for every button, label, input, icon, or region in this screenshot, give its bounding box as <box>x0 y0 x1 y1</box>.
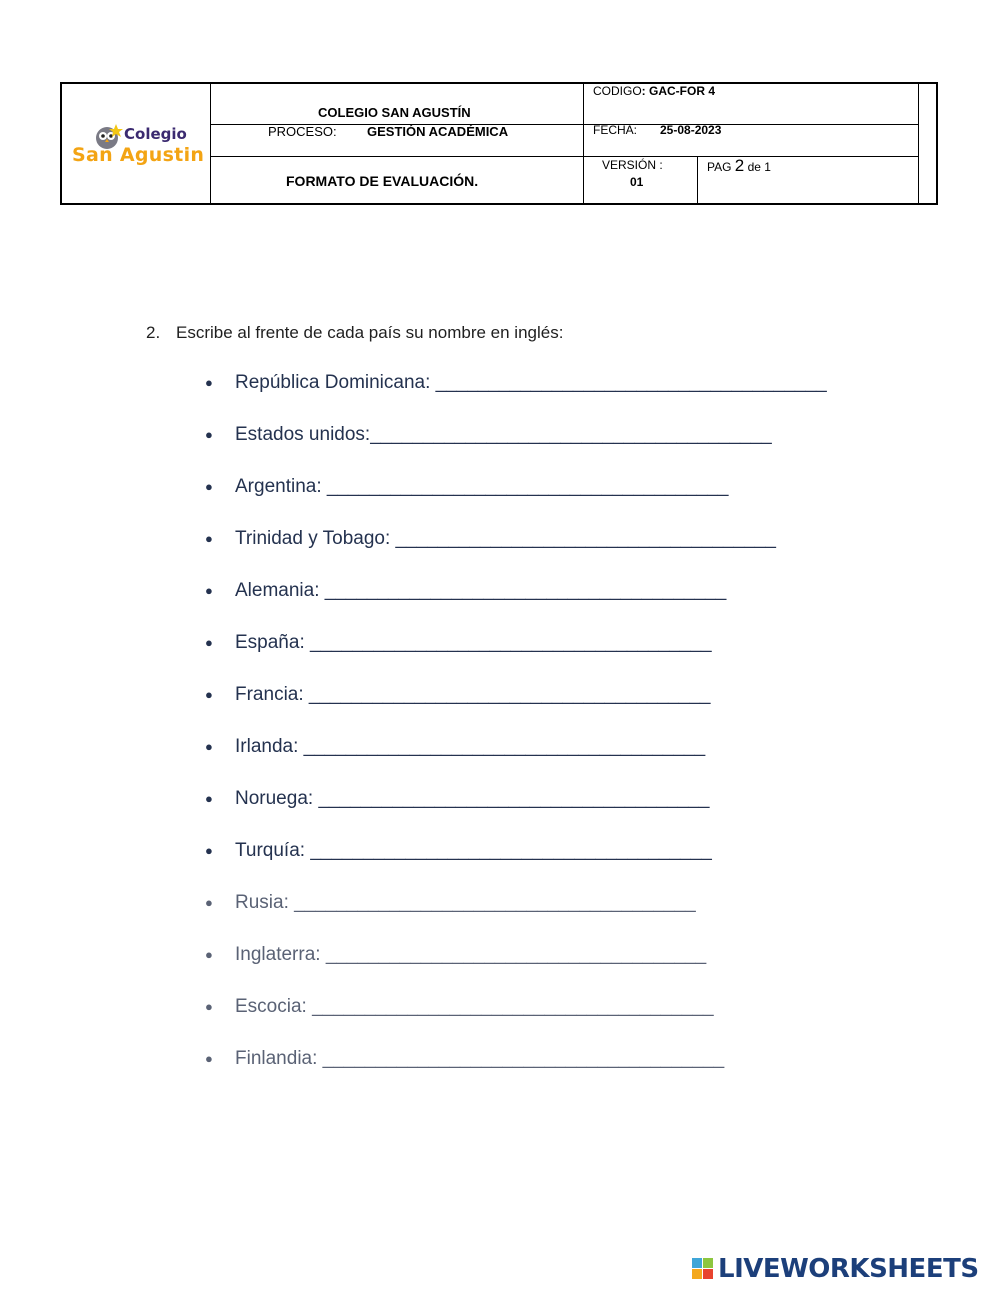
country-label: República Dominicana: _____________________________________ <box>235 372 827 393</box>
logo-text-top: Colegio <box>124 125 187 143</box>
bullet-icon: ● <box>205 583 213 598</box>
code-field <box>593 84 715 98</box>
country-label: Alemania: ______________________________________ <box>235 580 727 601</box>
version-value: 01 <box>630 175 644 189</box>
code-label: CODIGO <box>593 84 642 98</box>
bullet-icon: ● <box>205 895 213 910</box>
brand-text: LIVEWORKSHEETS <box>718 1254 979 1284</box>
divider <box>210 156 918 157</box>
country-label: Rusia: ______________________________________ <box>235 892 696 913</box>
page-prefix: PAG <box>707 160 732 174</box>
country-label: Irlanda: ______________________________________ <box>235 736 706 757</box>
bullet-icon: ● <box>205 1051 213 1066</box>
page-field <box>707 156 771 176</box>
version-label: VERSIÓN : <box>602 158 663 172</box>
question-prompt <box>146 323 563 343</box>
bullet-icon: ● <box>205 739 213 754</box>
country-label: Escocia: ______________________________________ <box>235 996 714 1017</box>
format-title: FORMATO DE EVALUACIÓN. <box>286 173 479 189</box>
date-label: FECHA: <box>593 123 638 137</box>
page-suffix: de 1 <box>747 160 771 174</box>
process-value: GESTIÓN ACADÉMICA <box>367 124 509 139</box>
bullet-icon: ● <box>205 947 213 962</box>
date-value: 25-08-2023 <box>660 123 722 137</box>
country-label: España: ______________________________________ <box>235 632 712 653</box>
country-label: Noruega: _____________________________________ <box>235 788 710 809</box>
logo-text-bottom: San Agustin <box>72 144 205 166</box>
bullet-icon: ● <box>205 375 213 390</box>
process-label: PROCESO: <box>268 124 337 139</box>
country-label: Turquía: ______________________________________ <box>235 840 712 861</box>
country-label: Estados unidos:______________________________________ <box>235 424 772 445</box>
bullet-icon: ● <box>205 843 213 858</box>
bullet-icon: ● <box>205 479 213 494</box>
country-label: Finlandia: ______________________________________ <box>235 1048 725 1069</box>
question-text: Escribe al frente de cada país su nombre en inglés: <box>176 323 564 342</box>
question-number: 2. <box>146 323 161 342</box>
divider <box>583 84 584 203</box>
school-logo <box>72 122 212 172</box>
liveworksheets-icon <box>692 1258 714 1280</box>
liveworksheets-logo[interactable] <box>692 1254 988 1284</box>
code-value: : GAC-FOR 4 <box>641 84 716 98</box>
bullet-icon: ● <box>205 999 213 1014</box>
bullet-icon: ● <box>205 531 213 546</box>
bullet-icon: ● <box>205 427 213 442</box>
document-header <box>60 82 938 205</box>
divider <box>918 84 919 203</box>
bullet-icon: ● <box>205 635 213 650</box>
country-label: Inglaterra: ____________________________________ <box>235 944 707 965</box>
bullet-icon: ● <box>205 791 213 806</box>
country-label: Argentina: ______________________________________ <box>235 476 729 497</box>
country-label: Francia: ______________________________________ <box>235 684 711 705</box>
school-name: COLEGIO SAN AGUSTÍN <box>318 105 471 120</box>
page-number: 2 <box>734 156 745 175</box>
country-label: Trinidad y Tobago: ____________________________________ <box>235 528 776 549</box>
divider <box>697 156 698 203</box>
bullet-icon: ● <box>205 687 213 702</box>
